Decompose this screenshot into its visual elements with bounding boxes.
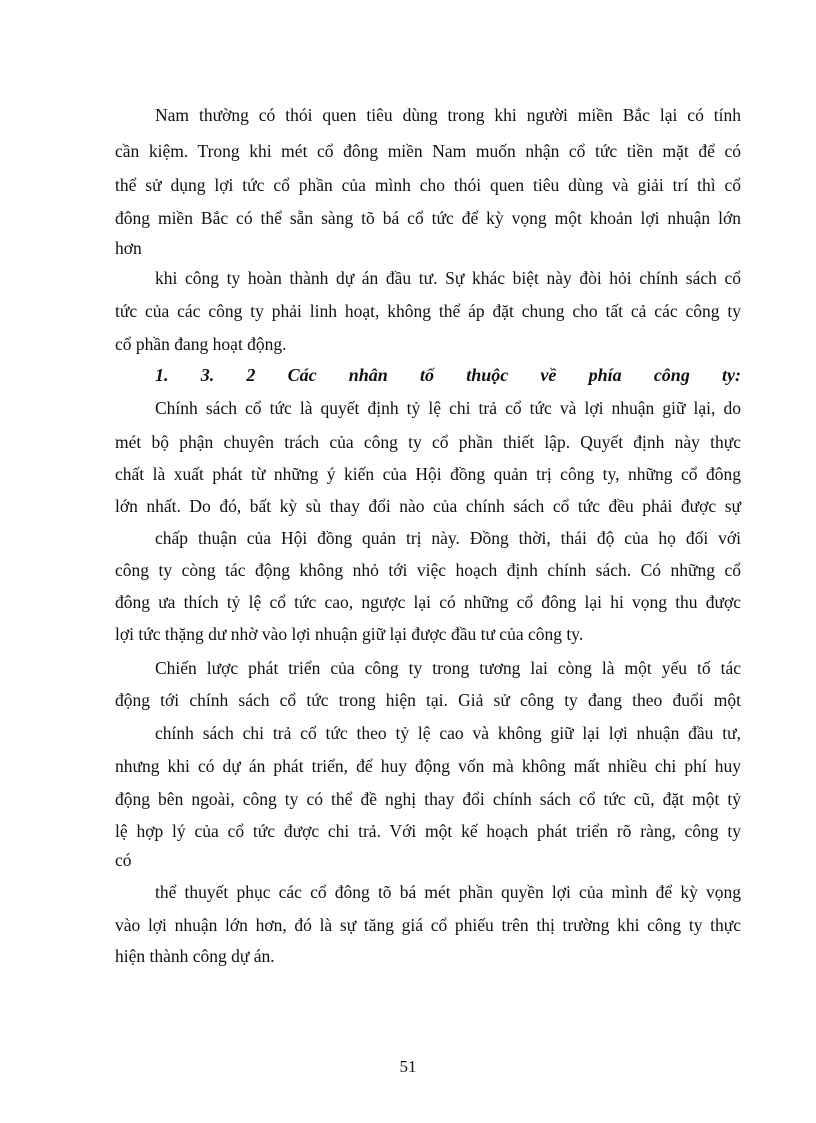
- body-line: lợi tức thặng dư nhờ vào lợi nhuận giữ lại được đầu tư của công ty.: [115, 624, 584, 644]
- body-line: chấp thuận của Hội đồng quản trị này. Đồng thời, thái độ của họ đối với: [155, 528, 741, 548]
- body-line: đông ưa thích tỷ lệ cổ tức cao, ngược lại có những cổ đông lại hi vọng thu được: [115, 592, 741, 612]
- body-line: hơn: [115, 238, 142, 258]
- body-line: có: [115, 850, 132, 870]
- body-line: Chiến lược phát triển của công ty trong tương lai còng là một yếu tố tác: [155, 658, 741, 678]
- body-line: vào lợi nhuận lớn hơn, đó là sự tăng giá cổ phiếu trên thị trường khi công ty thực: [115, 915, 741, 935]
- body-line: khi công ty hoàn thành dự án đầu tư. Sự khác biệt này đòi hỏi chính sách cổ: [155, 268, 741, 288]
- page-number: 51: [399, 1057, 417, 1076]
- body-line: tức của các công ty phải linh hoạt, không thể áp đặt chung cho tất cả các công ty: [115, 301, 741, 321]
- body-line: nhưng khi có dự án phát triển, để huy động vốn mà không mất nhiều chi phí huy: [115, 756, 741, 776]
- body-line: chất là xuất phát từ những ý kiến của Hội đồng quản trị công ty, những cổ đông: [115, 464, 741, 484]
- body-line: động bên ngoài, công ty có thể đề nghị thay đổi chính sách cổ tức cũ, đặt một tỷ: [115, 789, 741, 809]
- body-line: cổ phần đang hoạt động.: [115, 334, 287, 354]
- body-line: công ty còng tác động không nhỏ tới việc hoạch định chính sách. Có những cổ: [115, 560, 741, 580]
- body-line: hiện thành công dự án.: [115, 946, 275, 966]
- body-line: đông miền Bắc có thể sẵn sàng tõ bá cổ tức để kỳ vọng một khoản lợi nhuận lớn: [115, 208, 741, 228]
- body-line: Nam thường có thói quen tiêu dùng trong khi người miền Bắc lại có tính: [155, 105, 741, 125]
- body-line: lớn nhất. Do đó, bất kỳ sù thay đổi nào của chính sách cổ tức đều phải được sự: [115, 496, 741, 516]
- body-line: động tới chính sách cổ tức trong hiện tại. Giả sử công ty đang theo đuổi một: [115, 690, 741, 710]
- body-line: cần kiệm. Trong khi mét cổ đông miền Nam muốn nhận cổ tức tiền mặt để có: [115, 141, 741, 161]
- body-line: thể thuyết phục các cổ đông tõ bá mét phần quyền lợi của mình để kỳ vọng: [155, 882, 741, 902]
- body-line: mét bộ phận chuyên trách của công ty cổ phần thiết lập. Quyết định này thực: [115, 432, 741, 452]
- body-line: thể sử dụng lợi tức cổ phần của mình cho thói quen tiêu dùng và giải trí thì cổ: [115, 175, 741, 195]
- body-line: chính sách chi trả cổ tức theo tỷ lệ cao và không giữ lại lợi nhuận đầu tư,: [155, 723, 741, 743]
- body-line: lệ hợp lý của cổ tức được chi trả. Với một kế hoạch phát triển rõ ràng, công ty: [115, 821, 741, 841]
- section-heading: 1. 3. 2 Các nhân tố thuộc về phía công ty:: [155, 365, 741, 385]
- body-line: Chính sách cổ tức là quyết định tỷ lệ chi trả cổ tức và lợi nhuận giữ lại, do: [155, 398, 741, 418]
